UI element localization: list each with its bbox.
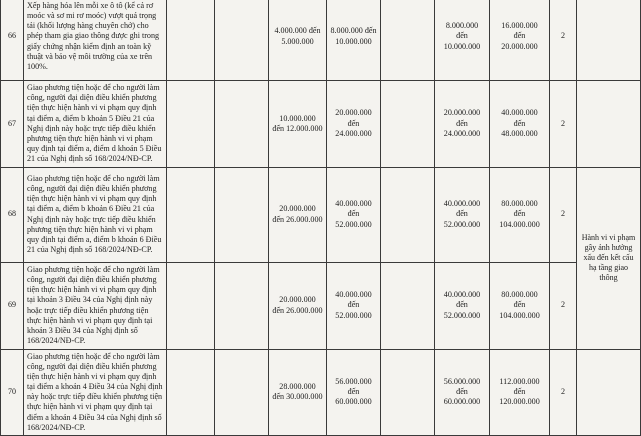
new-fine-min-to: 52.000.000 [443,310,481,320]
new-fine-max-cell [490,349,550,436]
old-fine2-sep: đến [347,387,360,397]
new-fine-max-from: 80.000.000 [501,290,538,300]
new-fine-min-from: 40.000.000 [443,290,481,300]
old-fine-cell [269,262,327,349]
table-row [1,81,641,168]
row-number: 70 [1,349,24,436]
old-fine2-max: 10.000.000 [335,36,372,46]
old-fine2-sep: đến [347,118,360,128]
old-fine-cell [269,0,327,81]
old-fine-max: đến 26.000.000 [272,214,323,224]
table-row [1,167,641,262]
new-fine-max-from: 40.000.000 [501,108,538,118]
old-fine2-cell [327,262,381,349]
new-fine-min-to: 60.000.000 [443,397,481,407]
new-fine-max-sep: đến [513,300,526,310]
new-fine-max-cell [490,262,550,349]
empty-cell [381,349,435,436]
row-number: 69 [1,262,24,349]
violation-description: Giao phương tiện hoặc để cho người làm công, người đại diện điều khiển phương tiện thực hiện hành vi vi phạm quy định tại điểm a, điểm b khoản 6 Điều 21 của Nghị định này hoặc trực tiếp điều khiển phương tiện thực hiện hành vi vi phạm quy định tại điểm a, điểm b khoản 6 Điều 21 của Nghị định số 168/2024/NĐ-CP. [24,167,167,262]
empty-cell [167,262,215,349]
new-fine-min-sep: đến [456,118,468,128]
empty-cell [167,167,215,262]
empty-cell [577,81,641,168]
empty-cell [215,81,269,168]
old-fine2-min: 8.000.000 đến [330,26,377,36]
old-fine-max: đến 30.000.000 [272,392,323,402]
old-fine2-min: 40.000.000 [335,199,372,209]
new-fine-min-from: 8.000.000 [445,21,479,31]
old-fine2-cell [327,81,381,168]
new-fine-min-from: 56.000.000 [443,376,481,386]
empty-cell [381,0,435,81]
empty-cell [215,167,269,262]
old-fine2-min: 40.000.000 [335,290,372,300]
violation-description: Giao phương tiện hoặc để cho người làm công, người đại diện điều khiển phương tiện thực hiện hành vi vi phạm quy định tại khoản 3 Điều 34 của Nghị định này hoặc trực tiếp điều khiển phương tiện thực hiện hành vi vi phạm quy định tại khoản 3 Điều 34 của Nghị định số 168/2024/NĐ-CP. [24,262,167,349]
old-fine2-max: 52.000.000 [335,310,372,320]
new-fine-max-cell [490,81,550,168]
new-fine-min-to: 10.000.000 [443,41,481,51]
violation-description: Xếp hàng hóa lên mỗi xe ô tô (kể cả rơ moóc và sơ mi rơ moóc) vượt quá trọng tải (khối lượng hàng chuyên chở) cho phép tham gia giao thông được ghi trong giấy chứng nhận kiểm định an toàn kỹ thuật và bảo vệ môi trường của xe trên 100%. [24,0,167,81]
table-row [1,262,641,349]
new-fine-max-sep: đến [513,387,526,397]
group-note: Hành vi vi phạm gây ảnh hưởng xấu đến kết cấu hạ tầng giao thông [577,167,641,349]
violation-description: Giao phương tiện hoặc để cho người làm công, người đại diện điều khiển phương tiện thực hiện hành vi vi phạm quy định tại điểm a khoản 4 Điều 34 của Nghị định này hoặc trực tiếp điều khiển phương tiện thực hiện hành vi vi phạm quy định tại điểm a khoản 4 Điều 34 của Nghị định số 168/2024/NĐ-CP. [24,349,167,436]
coefficient: 2 [550,349,577,436]
row-number: 67 [1,81,24,168]
new-fine-max-to: 120.000.000 [499,397,540,407]
old-fine2-cell [327,349,381,436]
new-fine-min-cell [435,0,490,81]
old-fine2-min: 20.000.000 [335,108,372,118]
new-fine-max-from: 80.000.000 [501,199,538,209]
empty-cell [167,81,215,168]
old-fine-min: 28.000.000 [279,382,316,392]
row-number: 66 [1,0,24,81]
new-fine-max-cell [490,167,550,262]
empty-cell [215,349,269,436]
coefficient: 2 [550,0,577,81]
old-fine-cell [269,167,327,262]
empty-cell [381,81,435,168]
new-fine-min-cell [435,349,490,436]
new-fine-min-sep: đến [456,300,468,310]
old-fine2-max: 52.000.000 [335,219,372,229]
new-fine-max-to: 48.000.000 [501,128,538,138]
row-number: 68 [1,167,24,262]
new-fine-max-sep: đến [513,118,526,128]
new-fine-min-cell [435,167,490,262]
new-fine-max-sep: đến [513,209,526,219]
coefficient: 2 [550,262,577,349]
empty-cell [167,0,215,81]
old-fine-min: 4.000.000 đến [274,26,321,36]
empty-cell [381,262,435,349]
new-fine-min-to: 24.000.000 [443,128,481,138]
old-fine2-sep: đến [347,300,360,310]
old-fine-cell [269,81,327,168]
empty-cell [381,167,435,262]
coefficient: 2 [550,167,577,262]
empty-cell [577,0,641,81]
violation-description: Giao phương tiện hoặc để cho người làm công, người đại diện điều khiển phương tiện thực hiện hành vi vi phạm quy định tại điểm a, điểm b khoản 5 Điều 21 của Nghị định này hoặc trực tiếp điều khiển phương tiện thực hiện hành vi vi phạm quy định tại điểm a, điểm d khoản 5 Điều 21 của Nghị định số 168/2024/NĐ-CP. [24,81,167,168]
table-row [1,349,641,436]
empty-cell [167,349,215,436]
new-fine-max-sep: đến [513,31,526,41]
new-fine-min-to: 52.000.000 [443,219,481,229]
old-fine-min: 20.000.000 [279,204,316,214]
old-fine2-sep: đến [347,209,360,219]
new-fine-min-from: 40.000.000 [443,199,481,209]
new-fine-min-sep: đến [456,209,468,219]
new-fine-max-from: 112.000.000 [499,376,540,386]
empty-cell [577,349,641,436]
old-fine-max: đến 12.000.000 [272,123,323,133]
new-fine-min-sep: đến [456,387,468,397]
old-fine2-cell [327,167,381,262]
old-fine2-max: 60.000.000 [335,397,372,407]
new-fine-min-from: 20.000.000 [443,108,481,118]
coefficient: 2 [550,81,577,168]
old-fine-min: 10.000.000 [279,113,316,123]
table-row [1,0,641,81]
old-fine-cell [269,349,327,436]
old-fine-max: 5.000.000 [281,36,314,46]
old-fine2-cell [327,0,381,81]
new-fine-max-to: 104.000.000 [499,310,540,320]
empty-cell [215,0,269,81]
old-fine2-max: 24.000.000 [335,128,372,138]
new-fine-min-sep: đến [456,31,468,41]
new-fine-max-to: 104.000.000 [499,219,540,229]
new-fine-max-to: 20.000.000 [501,41,538,51]
new-fine-min-cell [435,81,490,168]
new-fine-max-from: 16.000.000 [501,21,538,31]
old-fine-max: đến 26.000.000 [272,305,323,315]
empty-cell [215,262,269,349]
new-fine-max-cell [490,0,550,81]
old-fine-min: 20.000.000 [279,295,316,305]
old-fine2-min: 56.000.000 [335,376,372,386]
new-fine-min-cell [435,262,490,349]
